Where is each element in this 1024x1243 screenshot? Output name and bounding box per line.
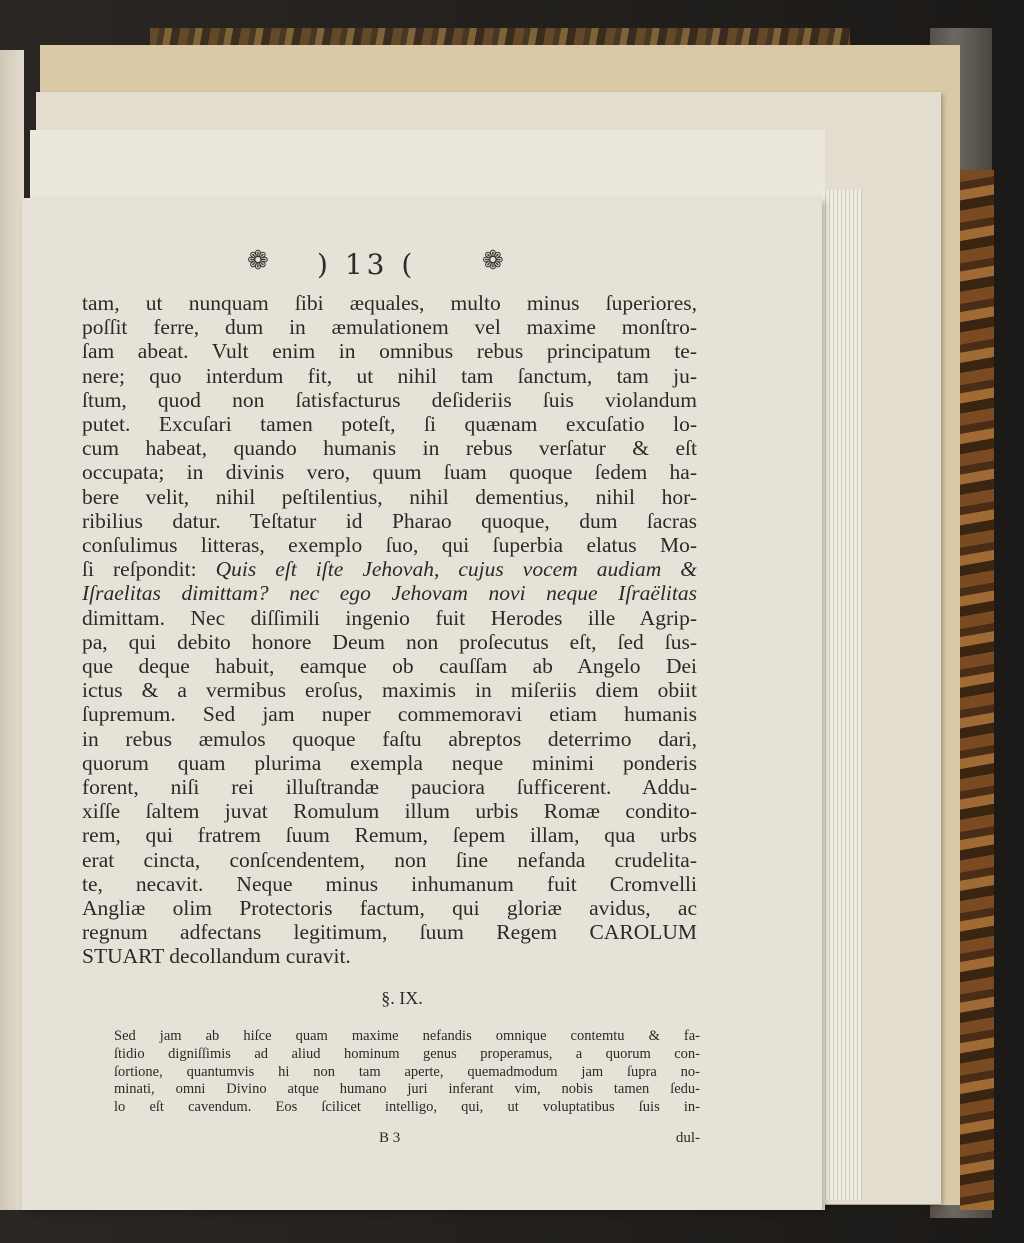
text-line: quorum quam plurima exempla neque minimi ponderis [82,750,697,775]
text-line: xiſſe ſaltem juvat Romulum illum urbis Romæ condito- [82,799,697,824]
marbled-cover-right [960,170,994,1210]
text-line: conſulimus litteras, exemplo ſuo, qui ſuperbia elatus Mo- [82,533,697,558]
page-number: ) 13 ( [317,248,417,281]
text-line: Iſraelitas dimittam? nec ego Jehovam novi neque Iſraëlitas [82,581,697,606]
text-line: forent, niſi rei illuſtrandæ pauciora ſufficerent. Addu- [82,775,697,800]
flower-ornament-icon: ❁ [482,246,504,276]
footnote-line: Sed jam ab hiſce quam maxime nefandis omnique contemtu & fa- [114,1028,700,1044]
quote-text: Quis eſt iſte Jehovah, cujus vocem audiam & [215,557,697,582]
text-line: occupata; in divinis vero, quum ſuam quoque ſedem ha- [82,460,697,485]
footnote-line: minati, omni Divino atque humano juri inferant vim, nobis tamen ſedu- [114,1081,700,1098]
text-line: ſtum, quod non ſatisfacturus deſideriis ſuis violandum [82,387,697,412]
body-text [82,291,697,969]
text-line: cum habeat, quando humanis in rebus verſatur & eſt [82,436,697,461]
book-page [22,198,822,1210]
text-line: erat cincta, conſcendentem, non ſine nefanda crudelita- [82,847,697,872]
text-line: que deque habuit, eamque ob cauſſam ab Angelo Dei [82,654,697,679]
text-line-with-quote [82,557,697,581]
text-line: te, necavit. Neque minus inhumanum fuit Cromvelli [82,871,697,896]
flower-ornament-icon: ❁ [247,246,269,276]
signature-mark: B 3 [379,1130,401,1146]
footnote-text [114,1028,700,1117]
catchword: dul- [675,1130,700,1146]
section-heading: §. IX. [381,988,423,1008]
page-edges [822,190,862,1200]
text-line: putet. Excuſari tamen poteſt, ſi quænam excuſatio lo- [82,412,697,437]
text-line: Angliæ olim Protectoris factum, qui gloriæ avidus, ac [82,896,697,921]
footnote-line: lo eſt cavendum. Eos ſcilicet intelligo, qui, ut voluptatibus ſuis in- [114,1099,700,1116]
text-line: regnum adfectans legitimum, ſuum Regem CAROLUM [82,920,697,945]
text-line: ſam abeat. Vult enim in omnibus rebus principatum te- [82,339,697,364]
text-line: nere; quo interdum fit, ut nihil tam ſanctum, tam ju- [82,363,697,388]
text-line: rem, qui fratrem ſuum Remum, ſepem illam, qua urbs [82,823,697,848]
running-header [22,246,822,286]
text-line: ſupremum. Sed jam nuper commemoravi etiam humanis [82,702,697,727]
text-line: ictus & a vermibus eroſus, maximis in miſeriis diem obiit [82,678,697,703]
text-line: ribilius datur. Teſtatur id Pharao quoque, dum ſacras [82,508,697,533]
footnote-line: ſtidio digniſſimis ad aliud hominum genus properamus, a quorum con- [114,1045,700,1062]
text-fragment: ſi reſpondit: [82,557,216,582]
text-line: dimittam. Nec diſſimili ingenio fuit Herodes ille Agrip- [82,605,697,630]
text-line: bere velit, nihil peſtilentius, nihil dementius, nihil hor- [82,484,697,509]
text-line: in rebus æmulos quoque faſtu abreptos deterrimo dari, [82,726,697,751]
text-line: tam, ut nunquam ſibi æquales, multo minus ſuperiores, [82,291,697,315]
footnote-line: ſortione, quantumvis hi non tam aperte, quemadmodum jam ſupra no- [114,1063,700,1080]
signature-row [114,1130,700,1152]
text-line: poſſit ferre, dum in æmulationem vel maxime monſtro- [82,315,697,340]
text-line: pa, qui debito honore Deum non proſecutus eſt, ſed ſus- [82,629,697,654]
text-line: STUART decollandum curavit. [82,944,351,969]
left-page-edge [0,50,24,1210]
